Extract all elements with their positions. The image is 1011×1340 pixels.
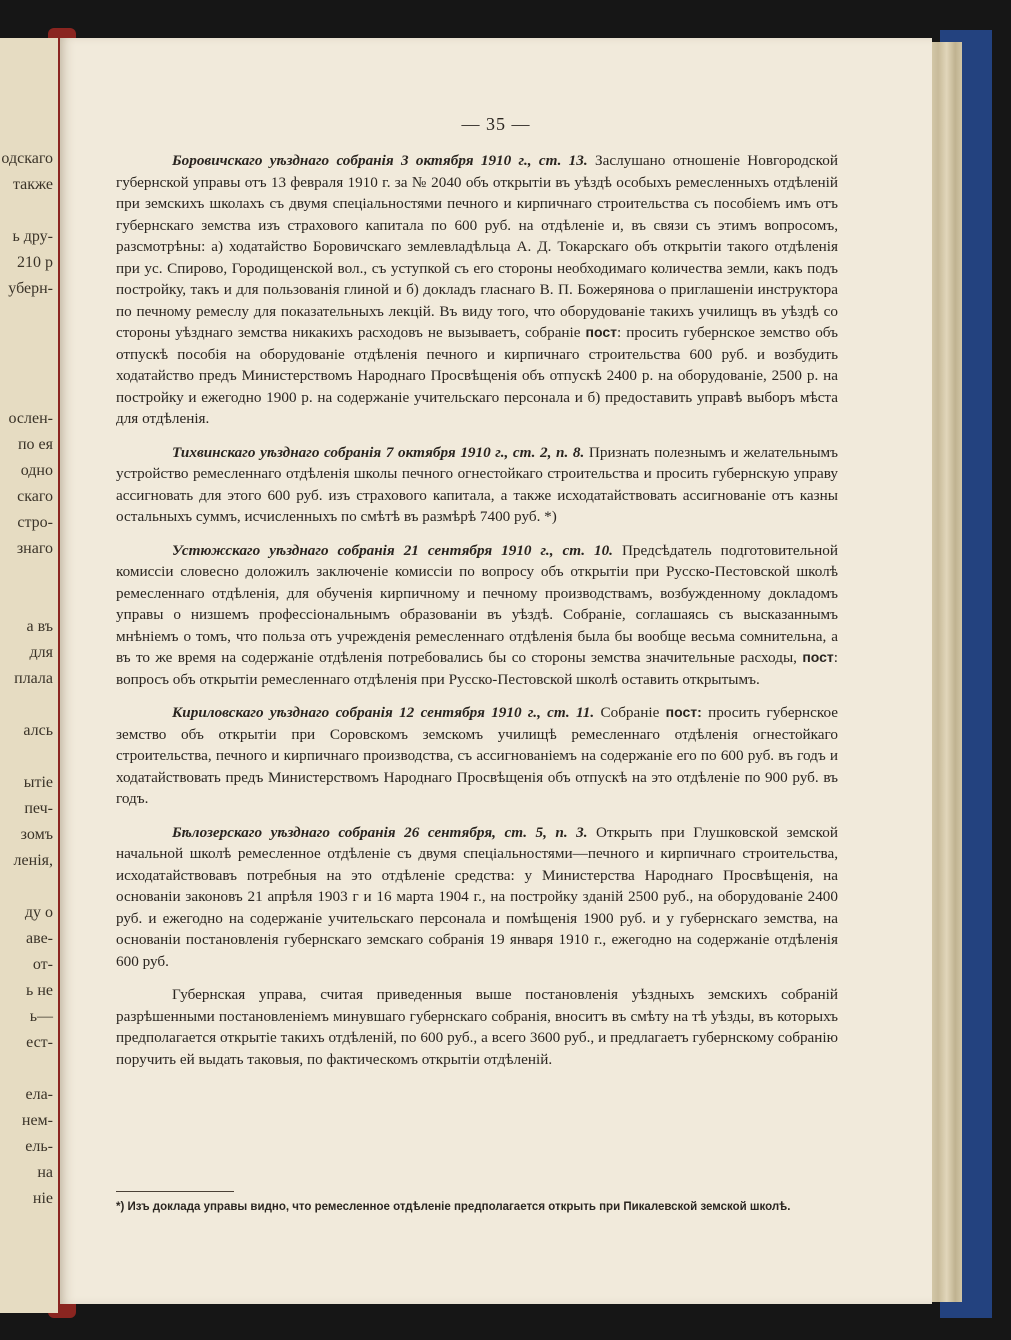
left-page-line: алсь (23, 722, 53, 739)
left-page-line: ытіе (23, 774, 53, 791)
page-number: — 35 — (461, 114, 531, 134)
left-page-line: от- (32, 956, 53, 973)
paragraph-heading: Тихвинскаго уѣзднаго собранія 7 октября 1910 г., ст. 2, п. 8. (172, 443, 585, 461)
left-page-line: ель- (25, 1138, 53, 1155)
left-page-line: одскаго (1, 150, 53, 167)
left-page-line: ленія, (13, 852, 53, 869)
paragraph-belozersk (116, 822, 838, 973)
page-stack-edge (928, 42, 962, 1302)
paragraph-text-continued: : вопросъ объ открытіи ремесленнаго отдѣленія при Русско-Пестовской школѣ оставить открытымъ. (116, 649, 839, 688)
page-body (116, 150, 838, 1082)
left-page-line: ь— (29, 1008, 53, 1025)
paragraph-text-continued: : просить губернское земство объ отпускѣ пособія на оборудованіе отдѣленія печного и кирпичнаго строительства 600 руб. и возбудить ходатайство предъ Министерствомъ Народнаго Просвѣщенія объ отпускѣ 2400 р. на оборудованіе, 2500 р. на постройку и ежегодно 1900 р. на содержаніе учительскаго персонала и б) предоставить управѣ выборъ мѣста для отдѣленія. (116, 324, 839, 427)
left-page-line: на (37, 1164, 53, 1181)
footnote-divider (116, 1191, 234, 1192)
left-page-line: по ея (17, 436, 53, 453)
left-page-line: нем- (21, 1112, 53, 1129)
paragraph-heading: Бѣлозерскаго уѣзднаго собранія 26 сентября, ст. 5, п. 3. (172, 823, 588, 841)
left-page-line: а въ (26, 618, 53, 635)
left-page-line: 210 р (17, 254, 53, 271)
left-page-line: стро- (17, 514, 53, 531)
left-page-line: ослен- (8, 410, 53, 427)
left-page-line: ніе (32, 1190, 53, 1207)
paragraph-tikhvin (116, 442, 838, 528)
left-page-line: ь не (26, 982, 53, 999)
paragraph-borovichi (116, 150, 838, 430)
left-page-line: знаго (16, 540, 53, 557)
post-keyword: пост (585, 324, 617, 340)
left-page-line: также (12, 176, 53, 193)
paragraph-text: Собраніе (594, 704, 660, 721)
left-page-line: аве- (26, 930, 53, 947)
left-page-line: одно (20, 462, 53, 479)
post-keyword: пост (802, 649, 834, 665)
paragraph-text-continued: просить губернское земство объ открытіи при Соровскомъ земскомъ училищѣ ремесленнаго отдѣленія огнестойкаго строительства, печного и кирпичнаго производства, съ ассигнованіемъ на содержаніе его по 600 руб. въ годъ и ходатайствовать предъ Министерствомъ Народнаго Просвѣщенія объ отпускѣ на это отдѣленіе по 900 руб. въ годъ. (116, 704, 839, 807)
left-page-line: уберн- (8, 280, 53, 297)
left-page-edge (0, 38, 58, 1313)
paragraph-text: Заслушано отношеніе Новгородской губернской управы отъ 13 февраля 1910 г. за № 2040 объ открытіи въ уѣздѣ особыхъ ремесленныхъ отдѣленій при земскихъ школахъ съ двумя спеціальностями печного и кирпичнаго строительства съ пособіемъ имъ отъ губернскаго земства изъ страхового капитала по 600 руб. на отдѣленіе и, въ связи съ этимъ вопросомъ, разсмотрѣны: а) ходатайство Боровичскаго землевладѣльца А. Д. Токарскаго объ открытіи такого отдѣленія при ус. Спирово, Городищенской вол., съ уступкой съ его стороны необходимаго количества земли, какъ подъ постройку, такъ и для пользованія глиной и б) докладъ гласнаго В. П. Божерянова о приглашеніи инструктора по печному ремеслу для показательныхъ лекцій. Въ виду того, что оборудованіе такихъ училищъ въ уѣздѣ со стороны уѣзднаго земства никакихъ расходовъ не вызываетъ, собраніе (116, 152, 838, 341)
paragraph-text: Губернская управа, считая приведенныя выше постановленія уѣздныхъ земскихъ собраній разрѣшенными постановленіемъ минувшаго губернскаго собранія, вноситъ въ смѣту на тѣ уѣзды, въ которыхъ предполагается открытіе такихъ отдѣленій, по 600 руб., а всего 3600 руб., и предлагаетъ губернскому собранію поручить ей выдать таковыя, по фактическомъ открытіи отдѣленій. (116, 986, 838, 1068)
left-page-line: ела- (25, 1086, 53, 1103)
footnote: *) Изъ доклада управы видно, что ремесленное отдѣленіе предполагается открыть при Пикалевской земской школѣ. (116, 1201, 791, 1213)
paragraph-conclusion (116, 984, 838, 1070)
paragraph-heading: Боровичскаго уѣзднаго собранія 3 октября 1910 г., ст. 13. (172, 152, 588, 169)
left-page-line: скаго (17, 488, 53, 505)
left-page-line: зомъ (20, 826, 53, 843)
paragraph-ustyuzhna (116, 540, 838, 691)
paragraph-text: Признать полезнымъ и желательнымъ устройство ремесленнаго отдѣленія школы печного огнестойкаго строительства и просить губернскую управу ассигновать для этого 600 руб. изъ страхового капитала, а также исходатайствовать ассигнованіе отъ казны остальныхъ суммъ, исчисленныхъ по смѣтѣ въ размѣрѣ 7400 руб. *) (116, 443, 838, 525)
left-page-line: плала (14, 670, 53, 687)
main-page (60, 38, 932, 1304)
left-page-line: ду о (24, 904, 53, 921)
paragraph-kirillov (116, 702, 838, 810)
left-page-line: ест- (26, 1034, 53, 1051)
paragraph-text: Предсѣдатель подготовительной комиссіи словесно доложилъ заключеніе комиссіи по вопросу объ открытіи при Русско-Пестовской школѣ ремесленнаго отдѣленія, для обученія кирпичному и печному производствамъ, возбужденному докладомъ управы о низшемъ профессіональнымъ образованіи въ уѣздѣ. Собраніе, соглашаясь съ высказаннымъ мнѣніемъ о томъ, что польза отъ учрежденія ремесленнаго отдѣленія была бы вообще весьма сомнительна, а въ то же время на содержаніе отдѣленія потребовались бы со стороны земства значительные расходы, (116, 541, 839, 666)
paragraph-heading: Устюжскаго уѣзднаго собранія 21 сентября 1910 г., ст. 10. (172, 541, 613, 559)
left-page-line: для (29, 644, 53, 661)
left-page-line: ь дру- (12, 228, 53, 245)
paragraph-text: Открыть при Глушковской земской начальной школѣ ремесленное отдѣленіе съ двумя спеціальностями—печного и кирпичнаго строительства, исходатайствовавъ потребныя на это отдѣленіе средства: у Министерства Народнаго Просвѣщенія, на основаніи законовъ 21 апрѣля 1903 г и 16 марта 1904 г., на постройку зданій 2500 руб., на оборудованіе 2400 руб. и ежегодно на содержаніе учительскаго персонала и помѣщенія 1900 руб. и у губернскаго земства, на основаніи постановленія губернскаго земскаго собранія 19 января 1910 г., ежегодно на содержаніе отдѣленія 600 руб. (116, 823, 838, 970)
post-keyword: пост: (665, 704, 702, 720)
left-page-line: печ- (24, 800, 53, 817)
paragraph-heading: Кириловскаго уѣзднаго собранія 12 сентября 1910 г., ст. 11. (172, 704, 595, 721)
